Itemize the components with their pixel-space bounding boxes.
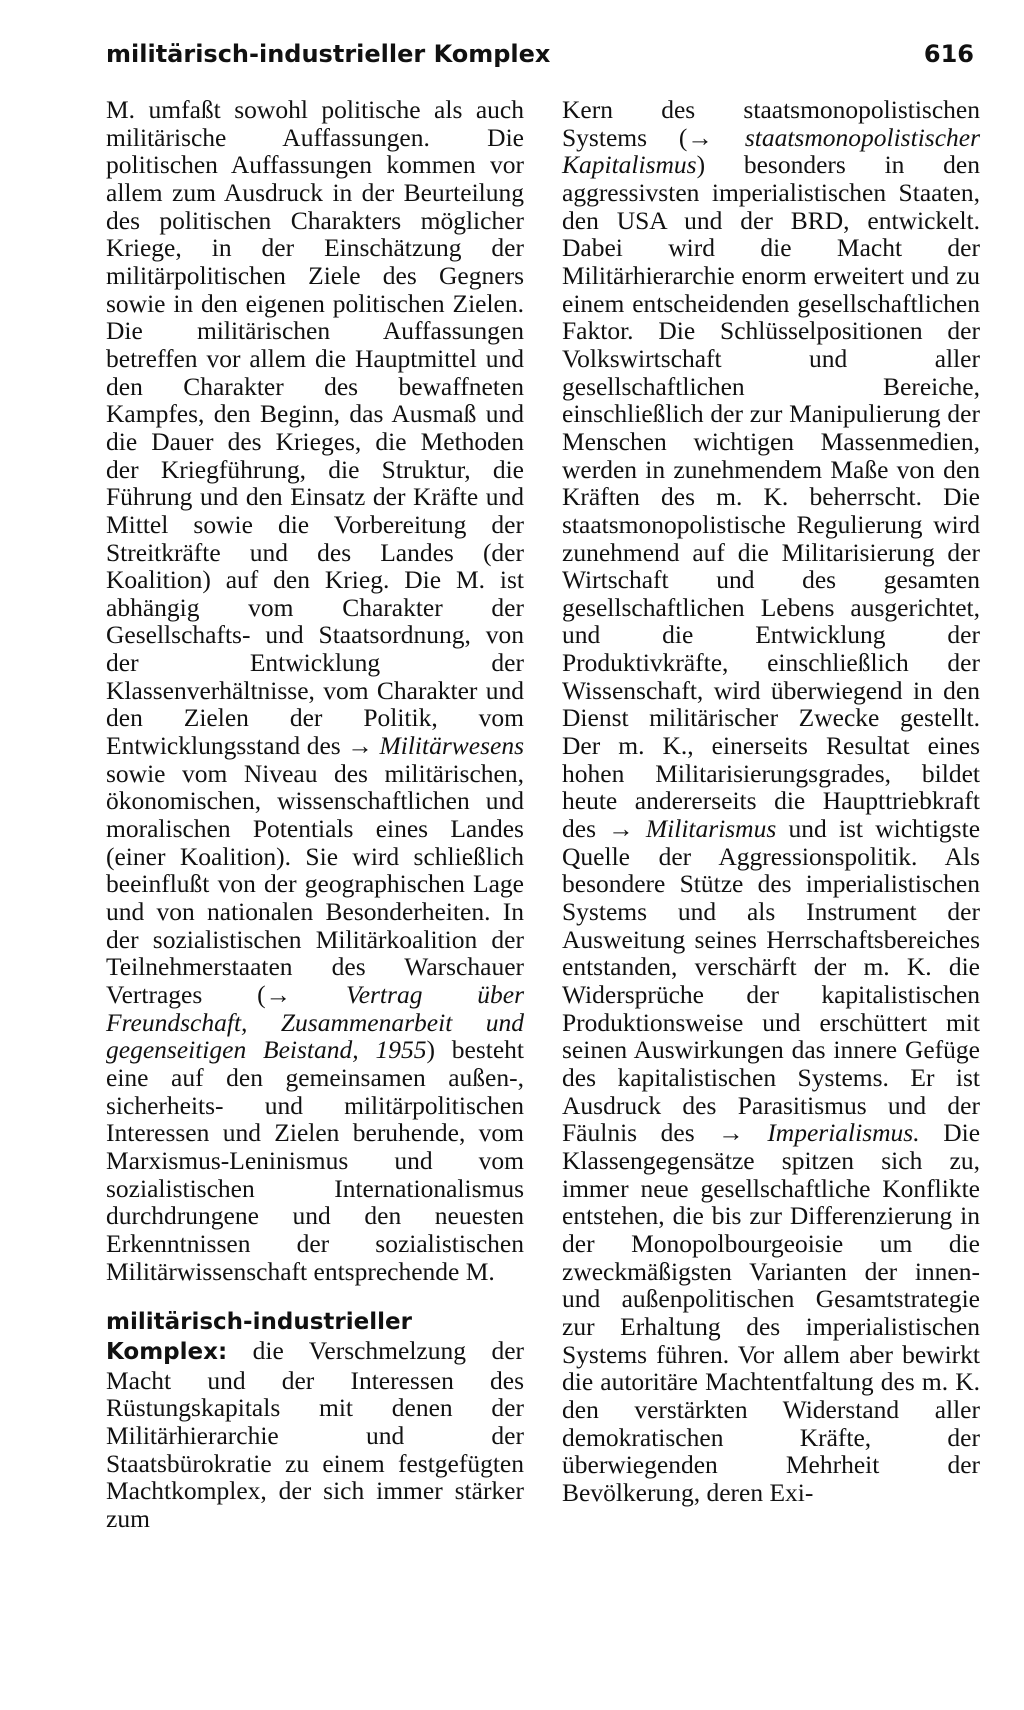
arrow-icon: → bbox=[718, 1118, 744, 1148]
running-head-title: militärisch-industrieller Komplex bbox=[106, 40, 551, 68]
entry-headword: militärisch-industrieller Komplex: bbox=[106, 1309, 412, 1365]
paragraph-militaerdoktrin-continuation: M. umfaßt sowohl politische als auch militärische Auffassungen. Die politischen Auffassungen kommen vor allem zum Ausdruck in der Beurteilung des politischen Charakters möglicher Kriege, in der Einschätzung der militärpolitischen Ziele des Gegners sowie in den eigenen politischen Zielen. Die militärischen Auffassungen betreffen vor allem die Hauptmittel und den Charakter des bewaffneten Kampfes, den Beginn, das Ausmaß und die Dauer des Krieges, die Methoden der Kriegführung, die Struktur, die Führung und den Einsatz der Kräfte und Mittel sowie die Vorbereitung der Streitkräfte und des Landes (der Koalition) auf den Krieg. Die M. ist abhängig vom Charakter der Gesellschafts- und Staatsordnung, von der Entwicklung der Klassenverhältnisse, vom Charakter und den Zielen der Politik, vom Entwicklungsstand des → Militärwesens sowie vom Niveau des militärischen, ökonomischen, wissenschaftlichen und moralischen Potentials eines Landes (einer Koalition). Sie wird schließlich beeinflußt von der geographischen Lage und von nationalen Besonderheiten. In der sozialistischen Militärkoalition der Teilnehmerstaaten des Warschauer Vertrages (→ Vertrag über Freundschaft, Zusammenarbeit und gegenseitigen Beistand, 1955) besteht eine auf den gemeinsamen außen-, sicherheits- und militärpolitischen Interessen und Zielen beruhende, vom Marxismus-Leninismus und vom sozialistischen Internationalismus durchdrungene und den neuesten Erkenntnissen der sozialistischen Militärwissenschaft entsprechende M. bbox=[106, 95, 525, 1286]
paragraph-mik-continuation: Kern des staatsmonopolistischen Systems (→ staatsmonopolistischer Kapitalismus) besonders in den aggressivsten imperialistischen Staaten, den USA und der BRD, entwickelt. Dabei wird die Macht der Militärhierarchie enorm erweitert und zu einem entscheidenden gesellschaftlichen Faktor. Die Schlüsselpositionen der Volkswirtschaft und aller gesellschaftlichen Bereiche, einschließlich der zur Manipulierung der Menschen wichtigen Massenmedien, werden in zunehmendem Maße von den Kräften des m. K. beherrscht. Die staatsmonopolistische Regulierung wird zunehmend auf die Militarisierung der Wirtschaft und des gesamten gesellschaftlichen Lebens ausgerichtet, und die Entwicklung der Produktivkräfte, einschließlich der Wissenschaft, wird überwiegend in den Dienst militärischer Zwecke gestellt. Der m. K., einerseits Resultat eines hohen Militarisierungsgrades, bildet heute andererseits die Haupttriebkraft des → Militarismus und ist wichtigste Quelle der Aggressionspolitik. Als besondere Stütze des imperialistischen Systems und als Instrument der Ausweitung seines Herrschaftsbereiches entstanden, verschärft der m. K. die Widersprüche der kapitalistischen Produktionsweise und erschüttert mit seinen Auswirkungen das innere Gefüge des kapitalistischen Systems. Er ist Ausdruck des Parasitismus und der Fäulnis des → Imperialismus. Die Klassengegensätze spitzen sich zu, immer neue gesellschaftliche Konflikte entstehen, die bis zur Differenzierung in der Monopolbourgeoisie um die zweckmäßigsten Varianten der innen- und außenpolitischen Gesamtstrategie zur Erhaltung des imperialistischen Systems führen. Vor allem aber bewirkt die autoritäre Machtentfaltung des m. K. den verstärkten Widerstand aller demokratischen Kräfte, der überwiegenden Mehrheit der Bevölkerung, deren Exi- bbox=[562, 95, 981, 1507]
running-header bbox=[106, 40, 974, 84]
arrow-icon: → bbox=[265, 980, 292, 1009]
cross-reference-link[interactable]: staatsmonopolistischer Kapitalismus bbox=[562, 122, 981, 180]
arrow-icon: → bbox=[347, 731, 373, 761]
cross-reference-link[interactable]: Vertrag über Freundschaft, Zusammenarbeit und gegenseitigen Beistand, 1955 bbox=[106, 980, 525, 1065]
entry-militaerisch-industrieller-komplex bbox=[106, 1307, 524, 1532]
arrow-icon: → bbox=[608, 814, 634, 844]
entry-definition: die Verschmelzung der Macht und der Interessen des Rüstungskapitals mit denen der Militärhierarchie und der Staatsbürokratie zu einem festgefügten Machtkomplex, der sich immer stärker zum bbox=[106, 1335, 525, 1533]
cross-reference-link[interactable]: Militarismus bbox=[645, 814, 777, 844]
left-column bbox=[106, 96, 524, 1532]
cross-reference-link[interactable]: Militärwesens bbox=[379, 731, 525, 761]
right-column bbox=[562, 96, 980, 1506]
page-number: 616 bbox=[923, 40, 974, 68]
arrow-icon: → bbox=[687, 122, 713, 152]
cross-reference-link[interactable]: Imperialismus. bbox=[767, 1118, 920, 1148]
